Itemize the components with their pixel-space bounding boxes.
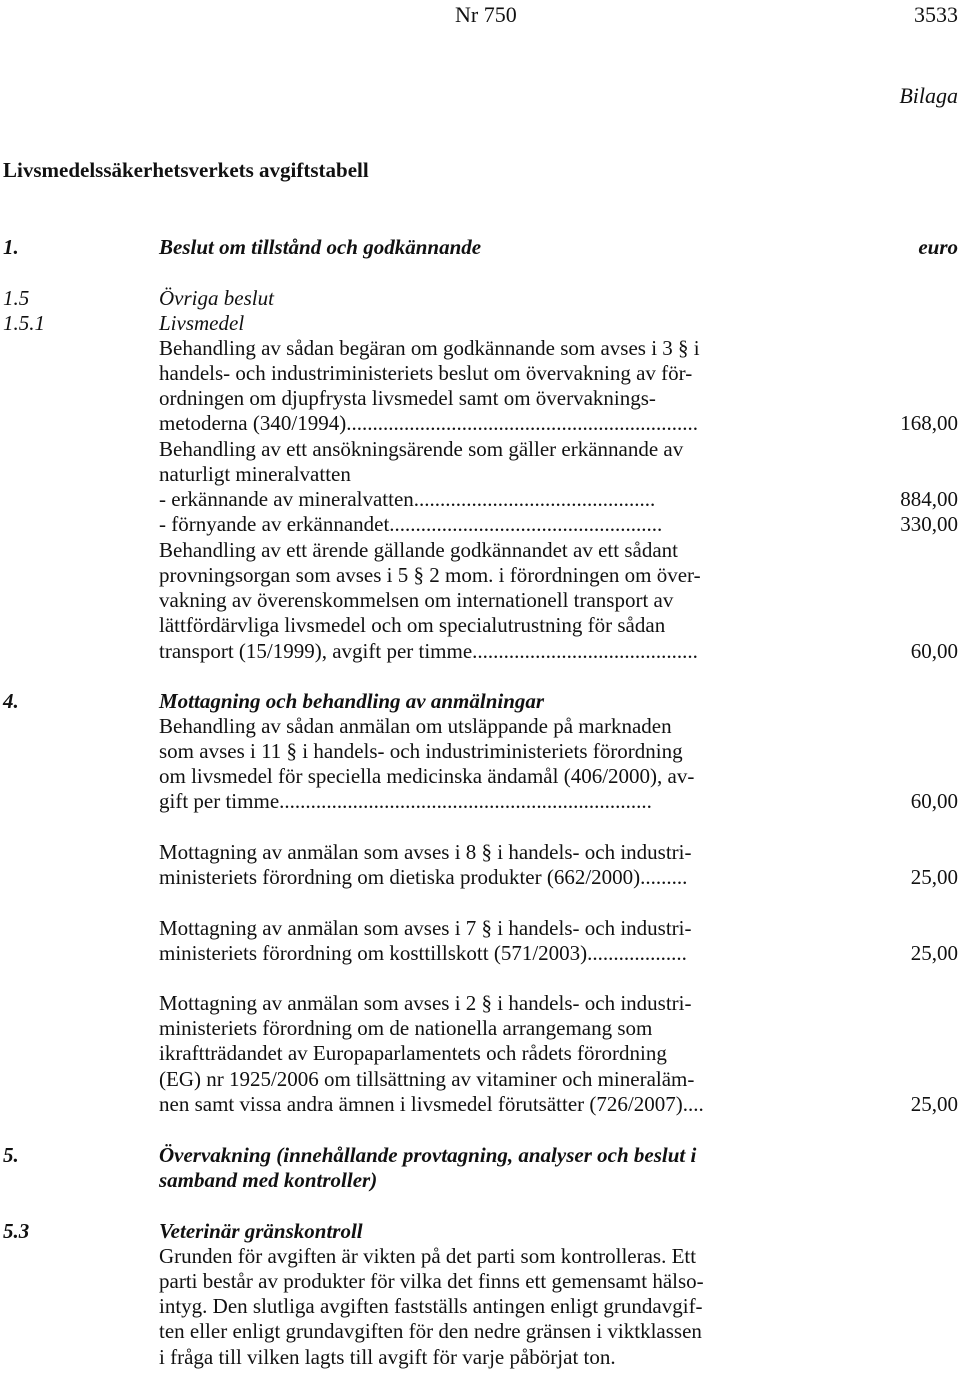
- section-1-5-number: 1.5: [3, 286, 30, 310]
- section-5-number: 5.: [3, 1143, 19, 1167]
- section-5-3-number: 5.3: [3, 1219, 30, 1243]
- fee-item-line: Behandling av sådan begäran om godkännande som avses i 3 § i: [159, 336, 700, 360]
- fee-amount: 60,00: [910, 789, 958, 813]
- section-1-title: Beslut om tillstånd och godkännande: [159, 235, 482, 259]
- fee-item-line: transport (15/1999), avgift per timme...........................................: [159, 639, 698, 663]
- fee-amount: 25,00: [910, 941, 958, 965]
- page-number: 3533: [914, 2, 958, 27]
- paragraph-line: Grunden för avgiften är vikten på det parti som kontrolleras. Ett: [159, 1244, 697, 1268]
- fee-amount: 25,00: [910, 1092, 958, 1116]
- fee-amount: 884,00: [900, 487, 958, 511]
- fee-amount: 330,00: [900, 512, 958, 536]
- fee-item-line: metoderna (340/1994)...................................................................: [159, 411, 698, 435]
- section-5-title: Övervakning (innehållande provtagning, analyser och beslut i: [159, 1143, 697, 1167]
- fee-subitem-line: - förnyande av erkännandet....................................................: [159, 512, 663, 536]
- fee-item-line: handels- och industriministeriets beslut om övervakning av för-: [159, 361, 693, 385]
- fee-item-line: Mottagning av anmälan som avses i 2 § i handels- och industri-: [159, 991, 692, 1015]
- fee-item-line: som avses i 11 § i handels- och industriministeriets förordning: [159, 739, 683, 763]
- page-title: Livsmedelssäkerhetsverkets avgiftstabell: [3, 158, 369, 182]
- fee-item-line: nen samt vissa andra ämnen i livsmedel förutsätter (726/2007)....: [159, 1092, 704, 1116]
- fee-subitem-line: - erkännande av mineralvatten..............................................: [159, 487, 656, 511]
- fee-amount: 25,00: [910, 865, 958, 889]
- fee-amount: 168,00: [900, 411, 958, 435]
- fee-item-line: gift per timme.......................................................................: [159, 789, 652, 813]
- fee-item-line: ministeriets förordning om kosttillskott (571/2003)...................: [159, 941, 687, 965]
- fee-item-line: (EG) nr 1925/2006 om tillsättning av vitaminer och mineraläm-: [159, 1067, 695, 1091]
- section-4-title: Mottagning och behandling av anmälningar: [159, 689, 545, 713]
- fee-item-line: Mottagning av anmälan som avses i 8 § i handels- och industri-: [159, 840, 692, 864]
- section-1-number: 1.: [3, 235, 19, 259]
- appendix-label: Bilaga: [899, 83, 958, 108]
- fee-item-line: Behandling av ett ansökningsärende som gäller erkännande av: [159, 437, 684, 461]
- fee-item-line: lättfördärvliga livsmedel och om specialutrustning för sådan: [159, 613, 666, 637]
- section-1-5-1-title: Livsmedel: [159, 311, 245, 335]
- paragraph-line: ten eller enligt grundavgiften för den nedre gränsen i viktklassen: [159, 1319, 702, 1343]
- paragraph-line: intyg. Den slutliga avgiften fastställs antingen enligt grundavgif-: [159, 1294, 703, 1318]
- fee-item-line: ministeriets förordning om de nationella arrangemang som: [159, 1016, 653, 1040]
- currency-label: euro: [918, 235, 958, 259]
- fee-item-line: naturligt mineralvatten: [159, 462, 351, 486]
- paragraph-line: parti består av produkter för vilka det finns ett gemensamt hälso-: [159, 1269, 704, 1293]
- fee-item-line: Behandling av ett ärende gällande godkännandet av ett sådant: [159, 538, 678, 562]
- fee-item-line: om livsmedel för speciella medicinska ändamål (406/2000), av-: [159, 764, 695, 788]
- section-1-5-1-number: 1.5.1: [3, 311, 45, 335]
- section-4-number: 4.: [3, 689, 19, 713]
- section-5-title: samband med kontroller): [159, 1168, 378, 1192]
- fee-item-line: ordningen om djupfrysta livsmedel samt om övervaknings-: [159, 386, 656, 410]
- section-1-5-title: Övriga beslut: [159, 286, 274, 310]
- fee-amount: 60,00: [910, 639, 958, 663]
- fee-item-line: Behandling av sådan anmälan om utsläppande på marknaden: [159, 714, 672, 738]
- section-5-3-title: Veterinär gränskontroll: [159, 1219, 363, 1243]
- document-number: Nr 750: [455, 2, 517, 27]
- fee-item-line: ikraftträdandet av Europaparlamentets och rådets förordning: [159, 1041, 667, 1065]
- paragraph-line: i fråga till vilken lagts till avgift för varje påbörjat ton.: [159, 1345, 616, 1369]
- fee-item-line: provningsorgan som avses i 5 § 2 mom. i förordningen om över-: [159, 563, 701, 587]
- fee-item-line: ministeriets förordning om dietiska produkter (662/2000).........: [159, 865, 688, 889]
- fee-item-line: Mottagning av anmälan som avses i 7 § i handels- och industri-: [159, 916, 692, 940]
- fee-item-line: vakning av överenskommelsen om internationell transport av: [159, 588, 674, 612]
